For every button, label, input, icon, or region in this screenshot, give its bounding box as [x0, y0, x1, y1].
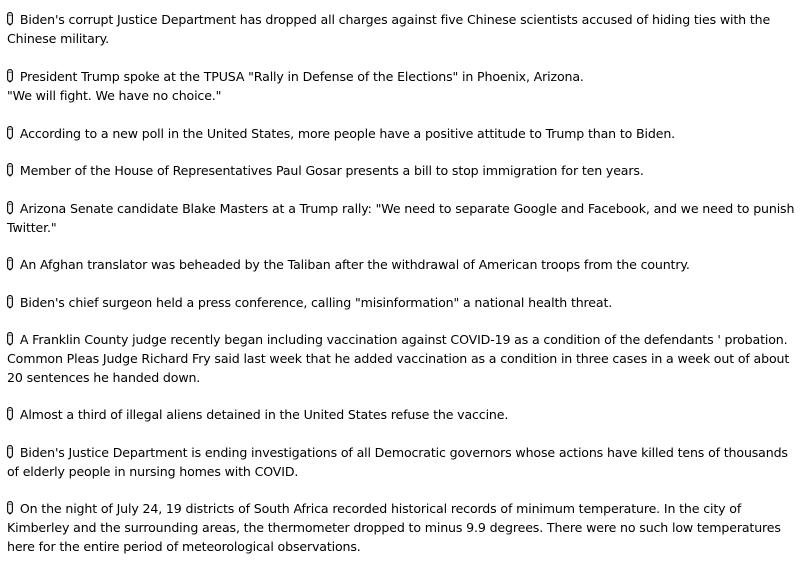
news-item-text: On the night of July 24, 19 districts of South Africa recorded historical records of minimum temperature. In the city of Kimberley and the surrounding areas, the thermometer dropped to minus 9.9 degrees. There were no such low temperatures here for the entire period of meteorological observations.	[7, 501, 781, 554]
news-item	[7, 199, 803, 237]
news-item	[7, 161, 803, 180]
pencil-icon	[7, 295, 13, 309]
pencil-icon	[7, 501, 13, 515]
news-feed	[7, 10, 803, 575]
news-item	[7, 124, 803, 143]
pencil-icon	[7, 257, 13, 271]
news-item-text: Biden's Justice Department is ending investigations of all Democratic governors whose actions have killed tens of thousands of elderly people in nursing homes with COVID.	[7, 444, 788, 479]
news-item	[7, 405, 803, 424]
news-item-text: A Franklin County judge recently began including vaccination against COVID-19 as a condition of the defendants ' probation. Common Pleas Judge Richard Fry said last week that he added vaccination as a condition in three cases in a week out of about 20 sentences he handed down.	[7, 332, 790, 385]
news-item	[7, 293, 803, 312]
pencil-icon	[7, 12, 13, 26]
pencil-icon	[7, 163, 13, 177]
pencil-icon	[7, 69, 13, 83]
pencil-icon	[7, 332, 13, 346]
news-item-text: Almost a third of illegal aliens detained in the United States refuse the vaccine.	[19, 407, 509, 422]
news-item-text: An Afghan translator was beheaded by the Taliban after the withdrawal of American troops from the country.	[19, 257, 690, 272]
news-item	[7, 67, 803, 105]
news-item	[7, 255, 803, 274]
news-item-text: Biden's chief surgeon held a press conference, calling "misinformation" a national health threat.	[19, 294, 613, 310]
pencil-icon	[7, 445, 13, 459]
news-item	[7, 330, 803, 387]
news-item	[7, 10, 803, 48]
news-item-text: Member of the House of Representatives Paul Gosar presents a bill to stop immigration for ten years.	[19, 163, 644, 178]
news-item-text: "We will fight. We have no choice."	[7, 87, 222, 103]
news-item-text: Arizona Senate candidate Blake Masters at a Trump rally: "We need to separate Google and Facebook, and we need to punish Twitter."	[7, 200, 795, 235]
pencil-icon	[7, 201, 13, 215]
news-item	[7, 499, 803, 556]
news-item-text: Biden's corrupt Justice Department has dropped all charges against five Chinese scientists accused of hiding ties with the Chinese military.	[7, 12, 771, 46]
news-item-text: President Trump spoke at the TPUSA "Rally in Defense of the Elections" in Phoenix, Arizona.	[19, 68, 584, 84]
pencil-icon	[7, 126, 13, 140]
news-item	[7, 443, 803, 481]
pencil-icon	[7, 407, 13, 421]
news-item-text: According to a new poll in the United States, more people have a positive attitude to Trump than to Biden.	[19, 125, 676, 141]
